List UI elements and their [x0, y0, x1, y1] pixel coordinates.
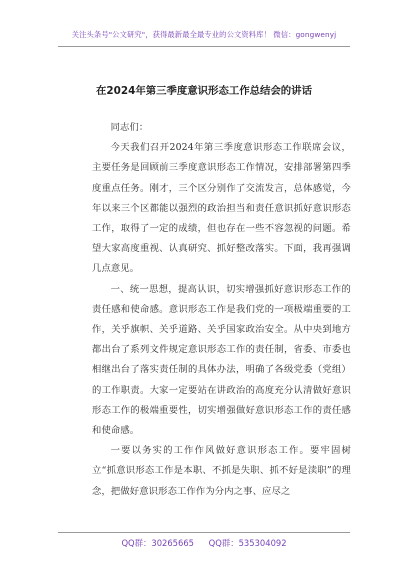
header-banner: 关注头条号"公文研究"，获得最新最全最专业的公文资料库！ 微信：gongwenyj [71, 30, 337, 39]
header-divider [58, 46, 350, 47]
document-body [92, 118, 351, 502]
footer-divider [58, 532, 350, 533]
footer-qq-group-1: QQ群：30265665 [121, 538, 194, 548]
document-title: 在2024年第三季度意识形态工作总结会的讲话 [96, 85, 312, 97]
salutation: 同志们： [110, 122, 149, 133]
footer [0, 537, 408, 549]
body-paragraph: 一要以务实的工作作风做好意识形态工作。要牢固树立“抓意识形态工作是本职、不抓是失职、抓不好是渎职”的理念，把做好意识形态工作作为分内之事、应尽之 [92, 445, 351, 497]
body-paragraph: 今天我们召开2024年第三季度意识形态工作联席会议，主要任务是回顾前三季度意识形态工作情况，安排部署第四季度重点任务。刚才，三个区分别作了交流发言，总体感觉，今年以来三个区都能以强烈的政治担当和责任意识抓好意识形态工作，取得了一定的成绩，但也存在一些不容忽视的问题。希望大家高度重视、认真研究、抓好整改落实。下面，我再强调几点意见。 [92, 142, 351, 275]
footer-qq-group-2: QQ群：535304092 [208, 538, 287, 548]
body-paragraph: 一、统一思想，提高认识，切实增强抓好意识形态工作的责任感和使命感。意识形态工作是我们党的一项极端重要的工作，关乎旗帜、关乎道路、关乎国家政治安全。从中央到地方都出台了系列文件规定意识形态工作的责任制，省委、市委也相继出台了落实责任制的具体办法，明确了各级党委（党组）的工作职责。大家一定要站在讲政治的高度充分认清做好意识形态工作的极端重要性，切实增强做好意识形态工作的责任感和使命感。 [92, 283, 351, 437]
